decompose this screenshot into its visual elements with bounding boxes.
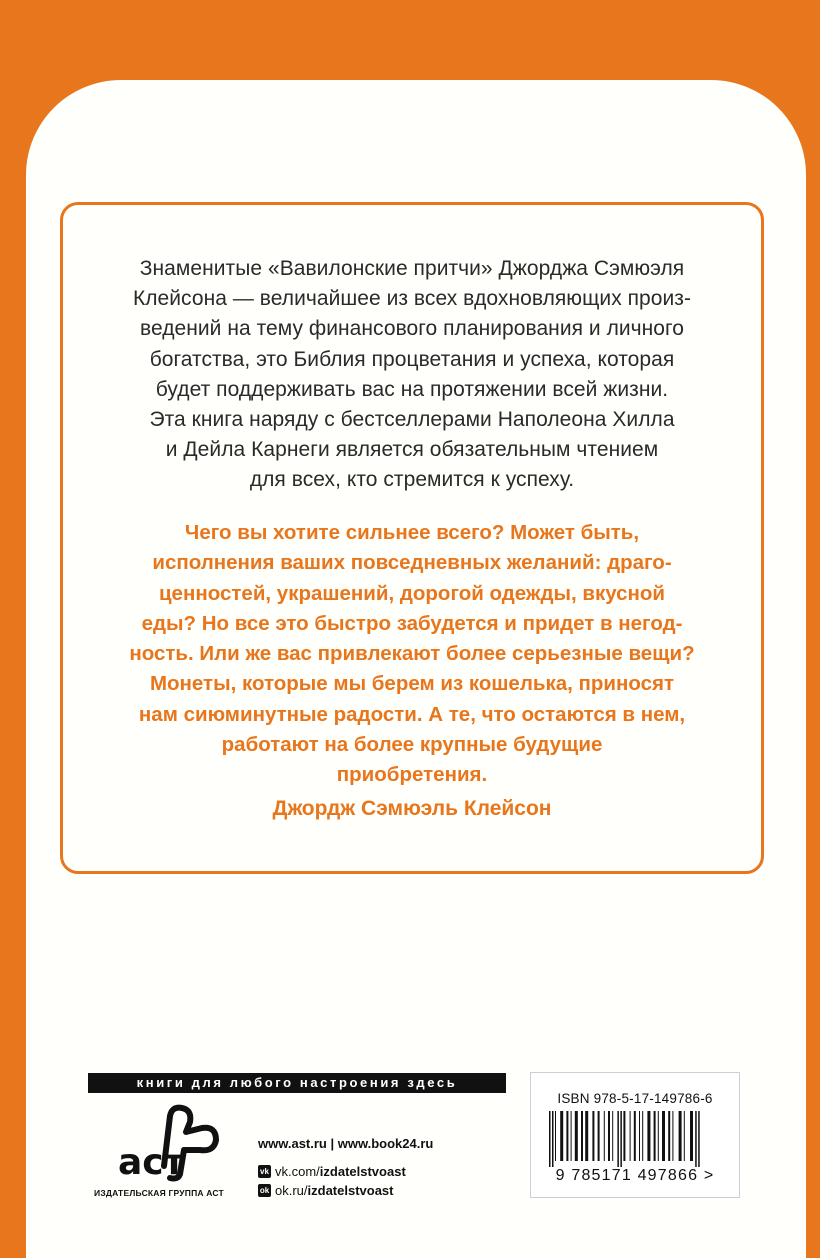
barcode-bar bbox=[658, 1111, 659, 1161]
annotation-line: Клейсона — величайшее из всех вдохновляющих произ- bbox=[132, 287, 692, 311]
logo-text: аст bbox=[118, 1142, 185, 1182]
vk-icon: vk bbox=[258, 1165, 271, 1178]
quote-line: нам сиюминутные радости. А те, что остаются в нем, bbox=[138, 702, 686, 726]
barcode-bar bbox=[608, 1111, 610, 1161]
annotation-line: Знаменитые «Вавилонские притчи» Джорджа Сэмюэля bbox=[139, 257, 685, 280]
barcode-bar bbox=[662, 1111, 665, 1161]
barcode-bar bbox=[598, 1111, 600, 1161]
ok-link[interactable] bbox=[258, 1183, 394, 1198]
book-annotation bbox=[77, 254, 747, 496]
annotation-line: Эта книга наряду с бестселлерами Наполеона Хилла bbox=[149, 408, 675, 432]
barcode-bar bbox=[654, 1111, 656, 1161]
barcode-bar bbox=[630, 1111, 631, 1161]
barcode-bar bbox=[604, 1111, 605, 1161]
barcode-bar bbox=[566, 1111, 568, 1161]
barcode-bar bbox=[560, 1111, 563, 1161]
barcode-bar bbox=[612, 1111, 613, 1161]
barcode-bar bbox=[555, 1111, 556, 1161]
barcode-bar bbox=[634, 1111, 636, 1161]
barcode-digits: 9 785171 497866 > bbox=[555, 1167, 715, 1184]
barcode-bar bbox=[684, 1111, 685, 1161]
annotation-line: ведений на тему финансового планирования и личного bbox=[139, 317, 685, 341]
author-quote bbox=[75, 518, 749, 791]
quote-line: ность. Или же вас привлекают более серьезные вещи? bbox=[129, 642, 695, 666]
annotation-line: для всех, кто стремится к успеху. bbox=[249, 468, 575, 492]
ok-handle: izdatelstvoast bbox=[307, 1183, 394, 1198]
barcode-bar bbox=[690, 1111, 693, 1161]
quote-line: работают на более крупные будущие bbox=[221, 733, 603, 757]
publisher-name: ИЗДАТЕЛЬСКАЯ ГРУППА АСТ bbox=[94, 1188, 224, 1198]
barcode-bar bbox=[672, 1111, 673, 1161]
ok-icon: ok bbox=[259, 1186, 270, 1195]
barcode-bar bbox=[620, 1111, 622, 1167]
annotation-line: и Дейла Карнеги является обязательным чтением bbox=[165, 438, 659, 462]
quote-line: приобретения. bbox=[336, 763, 488, 787]
annotation-box bbox=[60, 202, 764, 874]
quote-line: Чего вы хотите сильнее всего? Может быть, bbox=[184, 521, 640, 544]
barcode-bar bbox=[623, 1111, 625, 1161]
barcode bbox=[549, 1111, 723, 1167]
barcode-bar bbox=[575, 1111, 578, 1161]
website-links[interactable]: www.ast.ru | www.book24.ru bbox=[258, 1136, 434, 1151]
quote-line: ценностей, украшений, дорогой одежды, вкусной bbox=[158, 581, 666, 605]
quote-line: исполнения ваших повседневных желаний: драго- bbox=[152, 551, 672, 575]
vk-handle: izdatelstvoast bbox=[319, 1164, 406, 1179]
barcode-bar bbox=[617, 1111, 619, 1167]
annotation-line: будет поддерживать вас на протяжении всей жизни. bbox=[155, 377, 669, 401]
barcode-bar bbox=[585, 1111, 588, 1161]
barcode-bar bbox=[679, 1111, 682, 1161]
barcode-bar bbox=[592, 1111, 594, 1161]
barcode-bar bbox=[647, 1111, 650, 1161]
isbn-label: ISBN 978-5-17-149786-6 bbox=[557, 1091, 713, 1106]
ok-domain: ok.ru/ bbox=[275, 1183, 308, 1198]
barcode-bar bbox=[571, 1111, 572, 1161]
barcode-bar bbox=[581, 1111, 583, 1161]
barcode-bar bbox=[639, 1111, 640, 1161]
barcode-bar bbox=[549, 1111, 551, 1167]
barcode-bar bbox=[552, 1111, 554, 1167]
barcode-bar bbox=[642, 1111, 643, 1161]
quote-line: еды? Но все это быстро забудется и придет в негод- bbox=[141, 611, 683, 635]
ast-logo bbox=[112, 1104, 222, 1182]
vk-domain: vk.com/ bbox=[275, 1164, 320, 1179]
quote-line: Монеты, которые мы берем из кошелька, приносят bbox=[149, 672, 675, 696]
barcode-block bbox=[530, 1072, 740, 1198]
barcode-bar bbox=[695, 1111, 697, 1167]
vk-link[interactable] bbox=[258, 1164, 406, 1179]
annotation-line: богатства, это Библия процветания и успеха, которая bbox=[149, 347, 675, 371]
quote-author: Джордж Сэмюэль Клейсон bbox=[272, 797, 552, 820]
barcode-bar bbox=[698, 1111, 700, 1167]
barcode-bar bbox=[668, 1111, 670, 1161]
slogan-bar: книги для любого настроения здесь bbox=[88, 1073, 506, 1093]
